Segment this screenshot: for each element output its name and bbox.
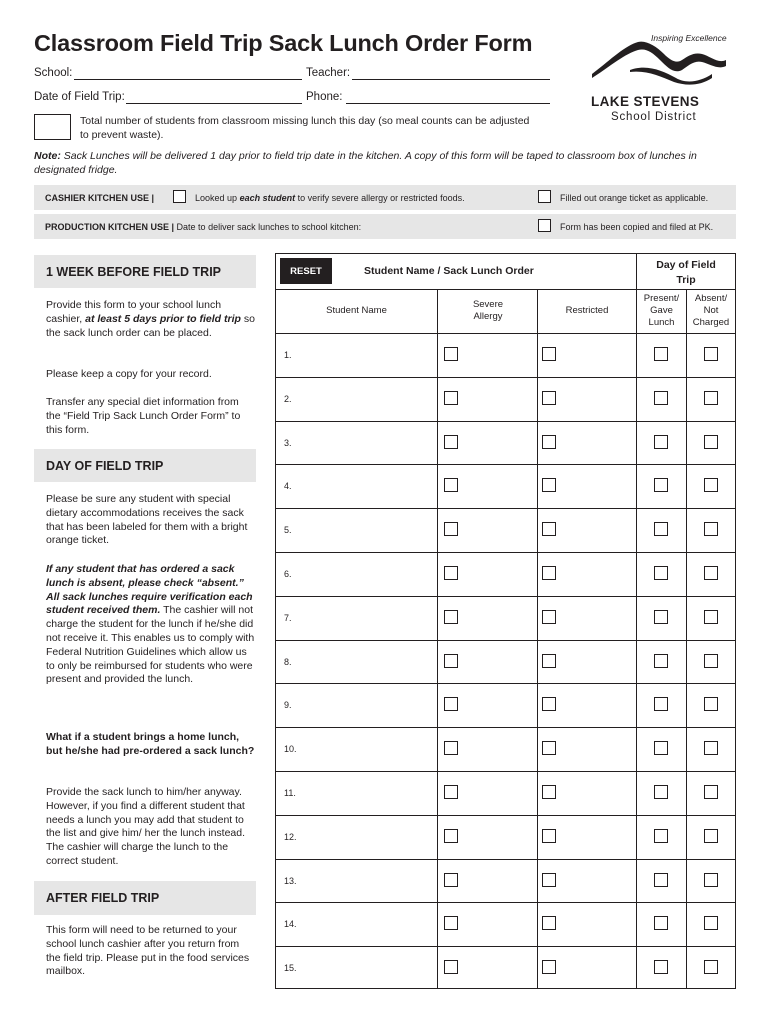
severe-allergy-checkbox[interactable] [444,391,458,405]
absent-checkbox[interactable] [704,610,718,624]
date-label: Date of Field Trip: [34,91,125,103]
severe-allergy-checkbox[interactable] [444,873,458,887]
absent-checkbox[interactable] [704,347,718,361]
severe-allergy-checkbox[interactable] [444,916,458,930]
absent-checkbox[interactable] [704,391,718,405]
logo-name: LAKE STEVENS [591,94,700,109]
severe-allergy-checkbox[interactable] [444,829,458,843]
student-name-input[interactable] [300,425,432,461]
col-restricted: Restricted [565,305,609,316]
absent-checkbox[interactable] [704,873,718,887]
severe-allergy-checkbox[interactable] [444,522,458,536]
student-name-input[interactable] [300,863,432,899]
production-text [45,222,361,232]
row-number: 14. [284,919,297,929]
row-number: 3. [284,438,292,448]
week-before-p1-c: so the sack lunch order can be placed. [46,312,255,339]
absent-checkbox[interactable] [704,435,718,449]
present-checkbox[interactable] [654,610,668,624]
missing-lunch-count-input[interactable] [34,114,71,140]
severe-allergy-checkbox[interactable] [444,697,458,711]
row-number: 1. [284,350,292,360]
col-student-name: Student Name [326,305,387,316]
restricted-checkbox[interactable] [542,610,556,624]
absent-checkbox[interactable] [704,697,718,711]
present-checkbox[interactable] [654,522,668,536]
row-divider [275,815,736,816]
restricted-checkbox[interactable] [542,566,556,580]
severe-allergy-checkbox[interactable] [444,654,458,668]
mountain-logo-icon [590,40,730,86]
present-checkbox[interactable] [654,916,668,930]
row-number: 9. [284,700,292,710]
day-of-heading: DAY OF FIELD TRIP [34,449,256,482]
day-of-p1: Please be sure any student with special dietary accommodations receives the sack that has been labeled for them with a bright orange ticket. [46,493,248,547]
week-before-p1 [46,299,256,340]
missing-lunch-description: Total number of students from classroom missing lunch this day (so meal counts can be adjusted to prevent waste). [80,115,530,141]
day-of-answer: Provide the sack lunch to him/her anyway. However, if you find a different student that needs a lunch you may add that student to the list and give him/ her the lunch instead. The cashier will charge the lunch to the correct student. [46,786,246,867]
week-before-heading: 1 WEEK BEFORE FIELD TRIP [34,255,256,288]
present-checkbox[interactable] [654,478,668,492]
row-divider [275,552,736,553]
table-header-divider [275,289,736,290]
row-divider [275,902,736,903]
logo-tagline: Inspiring Excellence [651,33,727,43]
school-field[interactable] [74,79,302,80]
severe-allergy-checkbox[interactable] [444,610,458,624]
row-number: 10. [284,744,297,754]
after-p1: This form will need to be returned to your school lunch cashier after you return from the field trip. Please put in the food services mailbox. [46,924,250,978]
col-divider-1 [437,289,438,989]
row-number: 5. [284,525,292,535]
col-absent: Absent/ Not Charged [692,293,730,328]
row-divider [275,859,736,860]
copied-filed-label: Form has been copied and filed at PK. [560,222,714,232]
row-divider [275,377,736,378]
table-group-header: Student Name / Sack Lunch Order [364,265,534,277]
student-name-input[interactable] [300,906,432,942]
table-subheader-divider [275,333,736,334]
week-before-p3: Transfer any special diet information from the “Field Trip Sack Lunch Order Form” to this form. [46,396,241,436]
cashier-lookup-checkbox[interactable] [173,190,186,203]
absent-checkbox[interactable] [704,916,718,930]
row-divider [275,640,736,641]
logo-subtitle: School District [611,111,697,123]
student-name-input[interactable] [300,468,432,504]
absent-checkbox[interactable] [704,741,718,755]
note-text: Sack Lunches will be delivered 1 day prior to field trip date in the kitchen. A copy of this form will be taped to classroom box of lunches in designated fridge. [34,150,697,176]
student-name-input[interactable] [300,819,432,855]
severe-allergy-checkbox[interactable] [444,435,458,449]
row-divider [275,464,736,465]
student-name-input[interactable] [300,687,432,723]
cashier-text-b: to verify severe allergy or restricted foods. [297,193,465,203]
week-before-p1-a: Provide this form to your school lunch cashier, [46,299,222,325]
production-label: PRODUCTION KITCHEN USE | [45,222,175,232]
present-checkbox[interactable] [654,654,668,668]
week-before-p1-em: at least 5 days prior to field trip [85,312,241,325]
row-number: 12. [284,832,297,842]
row-number: 8. [284,657,292,667]
student-name-input[interactable] [300,775,432,811]
row-divider [275,683,736,684]
school-label: School: [34,67,73,79]
severe-allergy-checkbox[interactable] [444,478,458,492]
severe-allergy-checkbox[interactable] [444,785,458,799]
day-of-p2-em: If any student that has ordered a sack lunch is absent, please check “absent.” All sack lunches require verification each student received them. [46,563,253,617]
col-divider-3 [636,253,637,989]
row-divider [275,771,736,772]
row-number: 2. [284,394,292,404]
orange-ticket-checkbox[interactable] [538,190,551,203]
restricted-checkbox[interactable] [542,829,556,843]
row-number: 13. [284,876,297,886]
note [34,149,724,177]
row-number: 6. [284,569,292,579]
row-number: 15. [284,963,297,973]
cashier-text-em: each student [239,193,296,203]
absent-checkbox[interactable] [704,478,718,492]
row-number: 11. [284,788,296,798]
row-divider [275,508,736,509]
student-name-input[interactable] [300,731,432,767]
severe-allergy-checkbox[interactable] [444,960,458,974]
reset-button[interactable]: RESET [280,258,332,284]
student-name-input[interactable] [300,600,432,636]
present-checkbox[interactable] [654,435,668,449]
severe-allergy-checkbox[interactable] [444,566,458,580]
student-name-input[interactable] [300,337,432,373]
restricted-checkbox[interactable] [542,873,556,887]
form-title: Classroom Field Trip Sack Lunch Order Form [34,30,533,56]
row-divider [275,421,736,422]
day-of-p2 [46,563,256,687]
present-checkbox[interactable] [654,347,668,361]
present-checkbox[interactable] [654,741,668,755]
restricted-checkbox[interactable] [542,435,556,449]
copied-filed-checkbox[interactable] [538,219,551,232]
present-checkbox[interactable] [654,960,668,974]
day-of-field-trip-header: Day of Field Trip [656,259,716,286]
restricted-checkbox[interactable] [542,522,556,536]
cashier-label: CASHIER KITCHEN USE | [45,193,155,203]
phone-label: Phone: [306,91,343,103]
restricted-checkbox[interactable] [542,697,556,711]
present-checkbox[interactable] [654,829,668,843]
absent-checkbox[interactable] [704,566,718,580]
absent-checkbox[interactable] [704,960,718,974]
restricted-checkbox[interactable] [542,916,556,930]
col-present: Present/ Gave Lunch [643,293,680,328]
present-checkbox[interactable] [654,391,668,405]
week-before-p2: Please keep a copy for your record. [46,368,212,380]
restricted-checkbox[interactable] [542,347,556,361]
teacher-field[interactable] [352,79,550,80]
row-divider [275,946,736,947]
absent-checkbox[interactable] [704,785,718,799]
student-name-input[interactable] [300,512,432,548]
col-divider-4 [686,289,687,989]
after-heading: AFTER FIELD TRIP [34,881,256,915]
row-number: 7. [284,613,292,623]
severe-allergy-checkbox[interactable] [444,347,458,361]
present-checkbox[interactable] [654,566,668,580]
day-of-p2-rest: The cashier will not charge the student for the lunch if he/she did not receive it. This enables us to comply with Federal Nutrition Guidelines which allow us to only be reimbursed for students who were present and provided the lunch. [46,604,255,686]
student-name-input[interactable] [300,381,432,417]
absent-checkbox[interactable] [704,654,718,668]
phone-field[interactable] [346,103,550,104]
restricted-checkbox[interactable] [542,785,556,799]
row-divider [275,596,736,597]
student-name-input[interactable] [300,644,432,680]
restricted-checkbox[interactable] [542,654,556,668]
row-divider [275,727,736,728]
cashier-text [195,193,465,203]
present-checkbox[interactable] [654,873,668,887]
cashier-text-a: Looked up [195,193,238,203]
col-severe-allergy: Severe Allergy [472,299,504,322]
restricted-checkbox[interactable] [542,391,556,405]
teacher-label: Teacher: [306,67,351,79]
student-name-input[interactable] [300,556,432,592]
row-number: 4. [284,481,292,491]
present-checkbox[interactable] [654,785,668,799]
severe-allergy-checkbox[interactable] [444,741,458,755]
restricted-checkbox[interactable] [542,478,556,492]
orange-ticket-label: Filled out orange ticket as applicable. [560,193,709,203]
absent-checkbox[interactable] [704,829,718,843]
absent-checkbox[interactable] [704,522,718,536]
note-label: Note: [34,150,61,162]
production-date-label: Date to deliver sack lunches to school kitchen: [176,222,362,232]
restricted-checkbox[interactable] [542,960,556,974]
day-of-question: What if a student brings a home lunch, but he/she had pre-ordered a sack lunch? [46,731,255,757]
date-field[interactable] [126,103,302,104]
col-divider-2 [537,289,538,989]
student-name-input[interactable] [300,950,432,986]
present-checkbox[interactable] [654,697,668,711]
restricted-checkbox[interactable] [542,741,556,755]
